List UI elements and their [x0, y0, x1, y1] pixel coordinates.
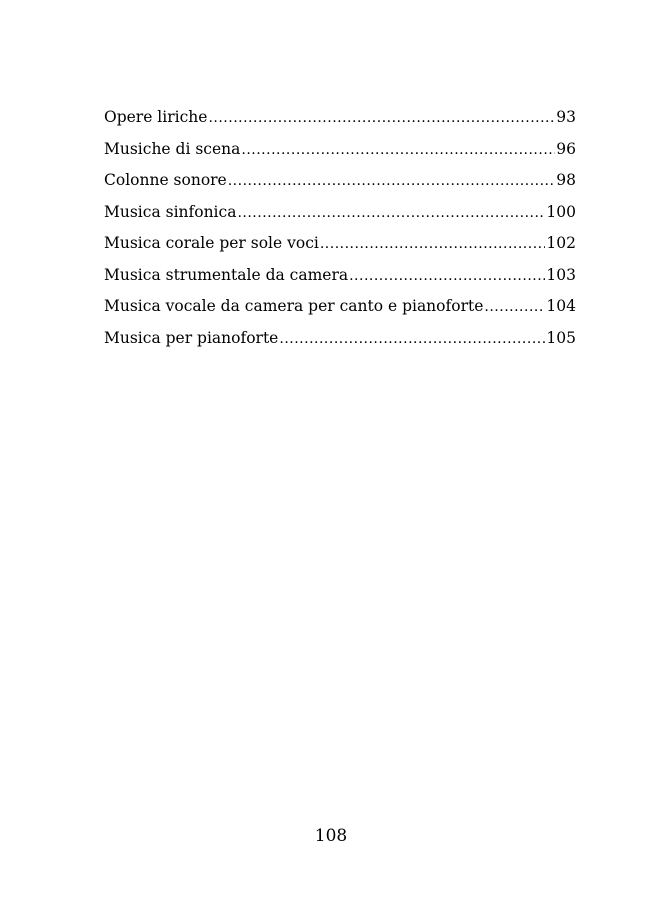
toc-entry-title: Colonne sonore — [104, 171, 227, 189]
toc-entry-musica-sinfonica — [104, 201, 576, 233]
toc-entry-title: Musica vocale da camera per canto e pianoforte — [104, 297, 484, 315]
toc-entry-title: Musica sinfonica — [104, 202, 237, 221]
toc-dot-leader — [349, 264, 545, 287]
toc-dot-leader — [320, 232, 546, 255]
toc-entry-page: 103 — [546, 265, 576, 284]
toc-dot-leader — [237, 201, 545, 224]
toc-dot-leader — [241, 138, 555, 161]
toc-entry-page: 104 — [546, 297, 576, 315]
toc-entry-title: Opere liriche — [104, 108, 208, 126]
toc-dot-leader — [279, 327, 545, 350]
toc-dot-leader — [208, 106, 555, 129]
toc-entry-page: 93 — [556, 108, 576, 126]
page-number: 108 — [314, 826, 348, 846]
toc-entry-page: 96 — [556, 139, 576, 158]
toc-entry-page: 100 — [546, 202, 576, 221]
toc-entry-musica-strumentale — [104, 264, 576, 296]
toc-entry-colonne-sonore — [104, 169, 576, 201]
toc-entry-musiche-di-scena — [104, 138, 576, 170]
toc-entry-title: Musica corale per sole voci — [104, 234, 319, 252]
toc-entry-title: Musica strumentale da camera — [104, 265, 349, 284]
toc-entry-page: 98 — [556, 171, 576, 189]
toc-entry-musica-corale — [104, 232, 576, 264]
toc-entry-musica-vocale — [104, 295, 576, 327]
toc-entry-page: 105 — [546, 328, 576, 347]
toc-entry-musica-pianoforte — [104, 327, 576, 359]
toc-dot-leader — [484, 295, 545, 318]
toc-entry-title: Musiche di scena — [104, 139, 241, 158]
toc-entry-title: Musica per pianoforte — [104, 328, 279, 347]
toc-entry-opere-liriche — [104, 106, 576, 138]
toc-dot-leader — [228, 169, 556, 192]
table-of-contents — [104, 106, 576, 358]
toc-entry-page: 102 — [546, 234, 576, 252]
